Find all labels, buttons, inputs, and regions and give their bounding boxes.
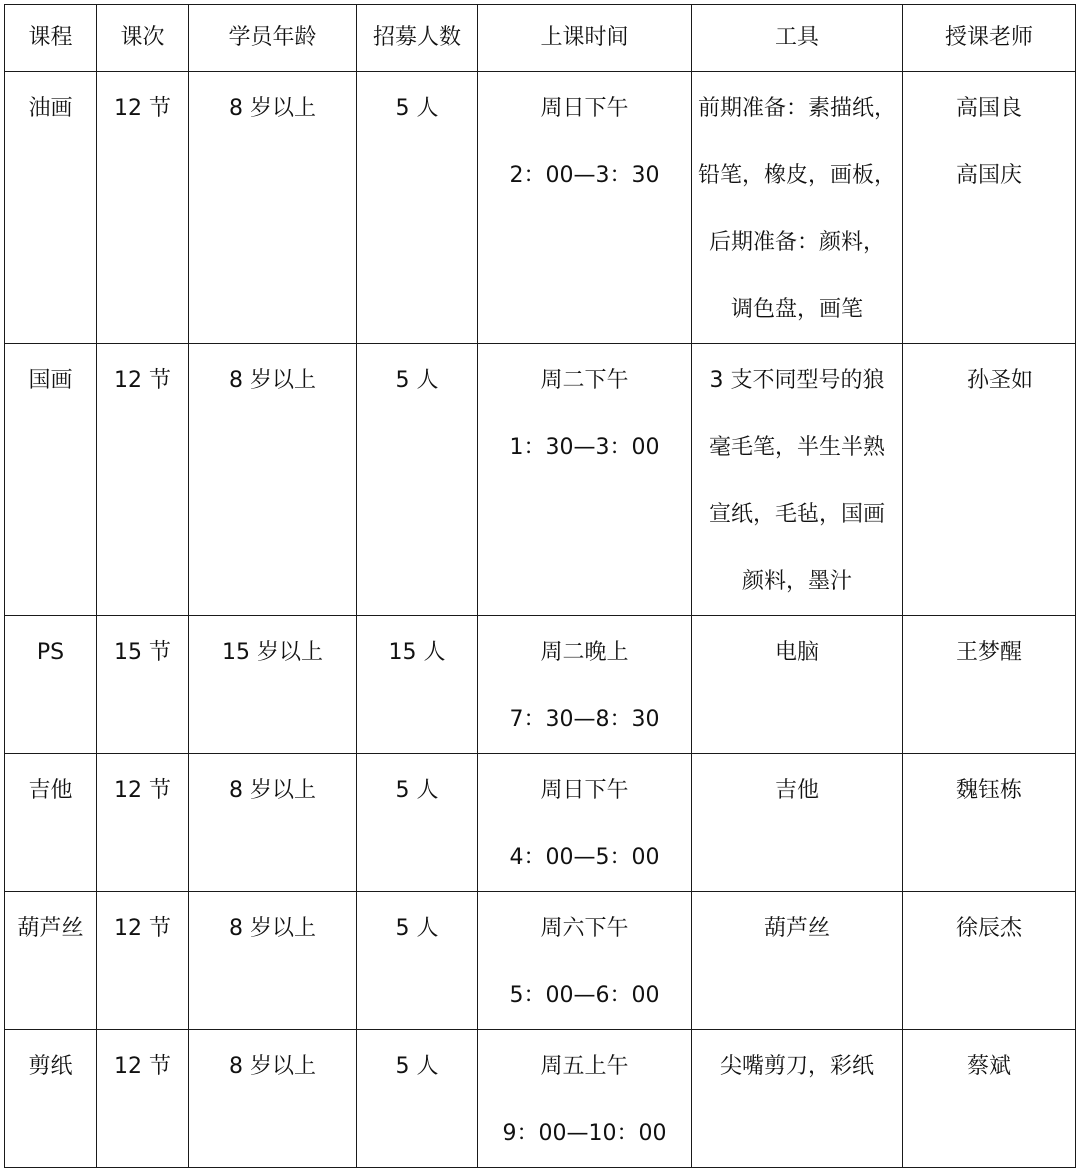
time-cell: [478, 72, 692, 344]
table-row: [5, 616, 1076, 754]
age-cell: 8 岁以上: [189, 892, 357, 1030]
teacher-name: 高国良: [955, 96, 1022, 121]
course-cell: PS: [5, 616, 97, 754]
header-sessions: 课次: [97, 5, 189, 72]
header-age: 学员年龄: [189, 5, 357, 72]
course-cell: 剪纸: [5, 1030, 97, 1168]
tools-line: 铅笔，橡皮，画板，: [697, 163, 896, 188]
teacher-name: 徐辰杰: [955, 916, 1022, 941]
teacher-name: 王梦醒: [955, 640, 1022, 665]
tools-line: 调色盘，画笔: [730, 297, 863, 322]
age-cell: 8 岁以上: [189, 754, 357, 892]
tools-line: 3 支不同型号的狼: [709, 368, 885, 393]
tools-cell: [692, 72, 903, 344]
sessions-cell: 12 节: [97, 344, 189, 616]
header-teacher: 授课老师: [903, 5, 1076, 72]
teacher-name: 高国庆: [955, 163, 1022, 188]
table-row: [5, 72, 1076, 344]
header-tools: 工具: [692, 5, 903, 72]
tools-line: 毫毛笔，半生半熟: [708, 435, 885, 460]
tools-cell: [692, 1030, 903, 1168]
teacher-cell: [903, 72, 1076, 344]
time-day: 周二晚上: [540, 640, 629, 665]
age-cell: 8 岁以上: [189, 72, 357, 344]
tools-cell: [692, 892, 903, 1030]
tools-line: 吉他: [774, 778, 819, 803]
course-cell: 吉他: [5, 754, 97, 892]
header-course: 课程: [5, 5, 97, 72]
age-cell: 8 岁以上: [189, 344, 357, 616]
quota-cell: 5 人: [357, 754, 478, 892]
time-day: 周日下午: [540, 96, 629, 121]
time-cell: [478, 754, 692, 892]
teacher-name: 魏钰栋: [955, 778, 1022, 803]
table-row: [5, 892, 1076, 1030]
age-cell: 15 岁以上: [189, 616, 357, 754]
course-cell: 国画: [5, 344, 97, 616]
tools-cell: [692, 344, 903, 616]
time-day: 周日下午: [540, 778, 629, 803]
table-body: [5, 72, 1076, 1168]
time-day: 周五上午: [540, 1054, 629, 1079]
quota-cell: 5 人: [357, 1030, 478, 1168]
table-row: [5, 754, 1076, 892]
sessions-cell: 12 节: [97, 1030, 189, 1168]
table-header: [5, 5, 1076, 72]
time-day: 周六下午: [540, 916, 629, 941]
time-range: 7：30—8：30: [509, 707, 660, 732]
time-cell: [478, 616, 692, 754]
course-schedule-table: [4, 4, 1076, 1168]
quota-cell: 5 人: [357, 892, 478, 1030]
time-day: 周二下午: [540, 368, 629, 393]
quota-cell: 15 人: [357, 616, 478, 754]
tools-line: 宣纸，毛毡，国画: [708, 502, 885, 527]
teacher-cell: [903, 754, 1076, 892]
age-cell: 8 岁以上: [189, 1030, 357, 1168]
time-cell: [478, 892, 692, 1030]
teacher-name: 蔡斌: [966, 1054, 1011, 1079]
time-range: 1：30—3：00: [509, 435, 660, 460]
sessions-cell: 15 节: [97, 616, 189, 754]
tools-line: 尖嘴剪刀，彩纸: [719, 1054, 874, 1079]
time-cell: [478, 344, 692, 616]
header-row: [5, 5, 1076, 72]
teacher-cell: [903, 1030, 1076, 1168]
quota-cell: 5 人: [357, 344, 478, 616]
tools-line: 颜料，墨汁: [741, 569, 852, 594]
header-time: 上课时间: [478, 5, 692, 72]
tools-cell: [692, 616, 903, 754]
header-quota: 招募人数: [357, 5, 478, 72]
tools-line: 后期准备：颜料，: [708, 230, 885, 255]
sessions-cell: 12 节: [97, 754, 189, 892]
time-cell: [478, 1030, 692, 1168]
teacher-cell: [903, 344, 1076, 616]
teacher-cell: [903, 892, 1076, 1030]
table-row: [5, 1030, 1076, 1168]
teacher-name: 孙圣如: [966, 368, 1033, 393]
course-cell: 葫芦丝: [5, 892, 97, 1030]
teacher-cell: [903, 616, 1076, 754]
tools-cell: [692, 754, 903, 892]
time-range: 5：00—6：00: [509, 983, 660, 1008]
sessions-cell: 12 节: [97, 892, 189, 1030]
time-range: 2：00—3：30: [509, 163, 660, 188]
tools-line: 前期准备：素描纸，: [697, 96, 896, 121]
sessions-cell: 12 节: [97, 72, 189, 344]
tools-line: 电脑: [774, 640, 819, 665]
course-cell: 油画: [5, 72, 97, 344]
quota-cell: 5 人: [357, 72, 478, 344]
time-range: 4：00—5：00: [509, 845, 660, 870]
table-row: [5, 344, 1076, 616]
time-range: 9：00—10：00: [502, 1121, 667, 1146]
tools-line: 葫芦丝: [763, 916, 830, 941]
